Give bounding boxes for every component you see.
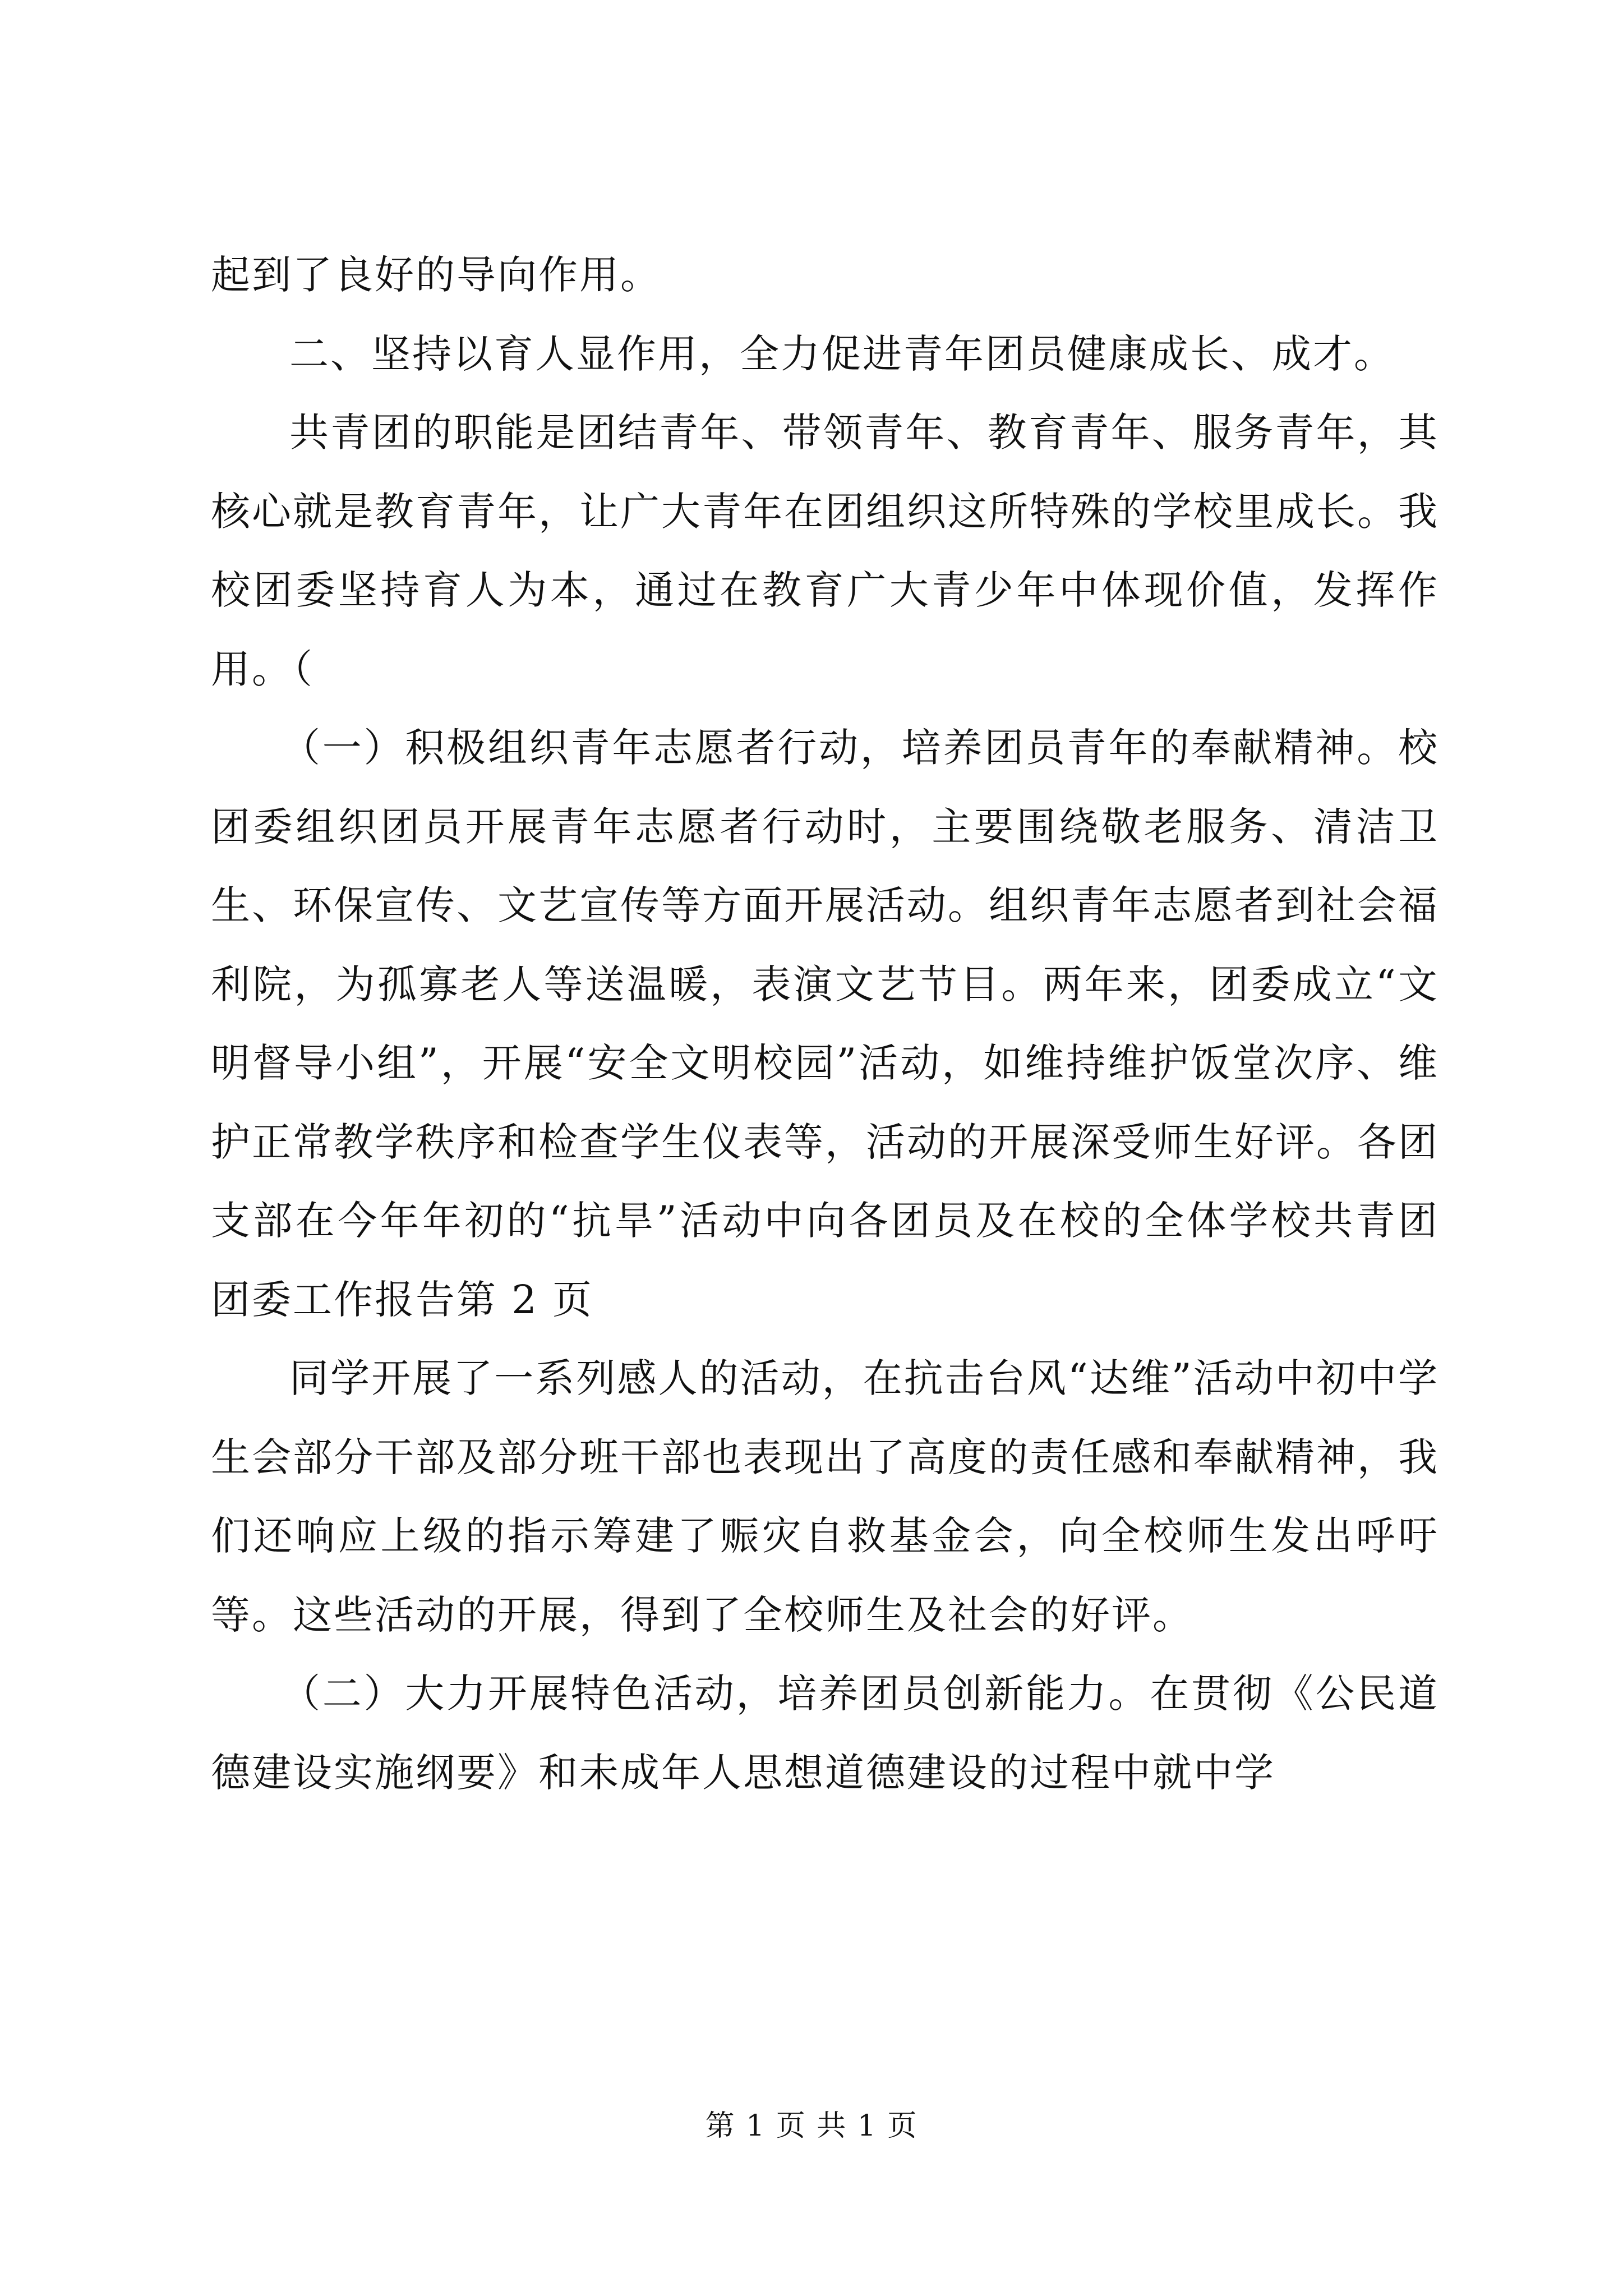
paragraph-continuation: 起到了良好的导向作用。 (211, 252, 661, 298)
subsection-volunteer: （一）积极组织青年志愿者行动，培养团员青年的奉献精神。校团委组织团员开展青年志愿者行动时，主要围绕敬老服务、清洁卫生、环保宣传、文艺宣传等方面开展活动。组织青年志愿者到社会福利院，为孤寡老人等送温暖，表演文艺节目。两年来，团委成立“文明督导小组”，开展“安全文明校园”活动，如维持维护饭堂次序、维护正常教学秩序和检查学生仪表等，活动的开展深受师生好评。各团支部在今年年初的“抗旱”活动中向各团员及在校的全体学校共青团团委工作报告第 2 页 (211, 725, 1439, 1323)
paragraph-league-function: 共青团的职能是团结青年、带领青年、教育青年、服务青年，其核心就是教育青年，让广大青年在团组织这所特殊的学校里成长。我校团委坚持育人为本，通过在教育广大青少年中体现价值，发挥作用。（ (211, 409, 1439, 692)
document-body (211, 236, 1439, 1812)
paragraph-typhoon-activities: 同学开展了一系列感人的活动，在抗击台风“达维”活动中初中学生会部分干部及部分班干部也表现出了高度的责任感和奉献精神，我们还响应上级的指示筹建了赈灾自救基金会，向全校师生发出呼吁等。这些活动的开展，得到了全校师生及社会的好评。 (211, 1355, 1439, 1638)
section-heading-two: 二、坚持以育人显作用，全力促进青年团员健康成长、成才。 (289, 330, 1395, 377)
page-footer: 第 1 页 共 1 页 (705, 2109, 918, 2143)
subsection-special-activities: （二）大力开展特色活动，培养团员创新能力。在贯彻《公民道德建设实施纲要》和未成年人思想道德建设的过程中就中学 (211, 1671, 1439, 1796)
